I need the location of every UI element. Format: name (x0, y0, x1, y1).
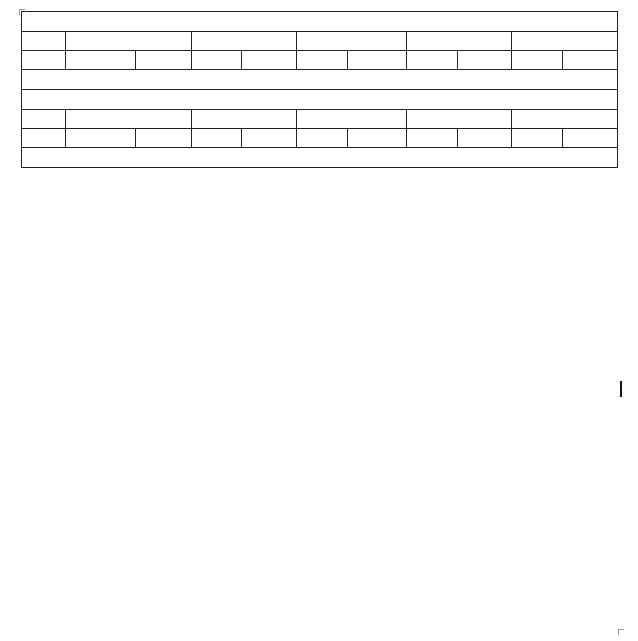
subheader-units (407, 129, 458, 148)
category-header-residential (66, 32, 192, 51)
category-header-office (297, 110, 407, 129)
subheader-area (136, 51, 192, 70)
subheader-units (512, 129, 563, 148)
subheader-area (563, 129, 618, 148)
category-header-commercial (192, 110, 297, 129)
document (21, 11, 617, 168)
table-footer (22, 148, 618, 168)
category-header-other (512, 32, 618, 51)
table-title (22, 12, 618, 32)
header-row-categories (22, 110, 618, 129)
header-row-subheaders (22, 129, 618, 148)
table-footer (22, 70, 618, 90)
table-footer-row (22, 148, 618, 168)
district-header-line1 (22, 32, 66, 51)
header-row-categories (22, 32, 618, 51)
category-header-commercial (192, 32, 297, 51)
category-header-residential (66, 110, 192, 129)
table-footer-row (22, 70, 618, 90)
subheader-area (563, 51, 618, 70)
table-title-row (22, 12, 618, 32)
table-2 (21, 89, 618, 168)
subheader-units (297, 51, 348, 70)
subheader-units (66, 51, 136, 70)
district-header-line2 (22, 129, 66, 148)
subheader-area (348, 129, 407, 148)
category-header-office (297, 32, 407, 51)
subheader-units (512, 51, 563, 70)
corner-mark-bottom-right (618, 629, 624, 635)
table-1 (21, 11, 618, 90)
corner-mark-top-left (19, 9, 25, 15)
subheader-area (458, 129, 512, 148)
subheader-units (192, 51, 242, 70)
subheader-area (242, 51, 297, 70)
subheader-area (242, 129, 297, 148)
subheader-units (66, 129, 136, 148)
category-header-other (512, 110, 618, 129)
table-title-row (22, 90, 618, 110)
header-row-subheaders (22, 51, 618, 70)
category-header-parking (407, 32, 512, 51)
subheader-units (407, 51, 458, 70)
subheader-area (348, 51, 407, 70)
subheader-area (136, 129, 192, 148)
subheader-area (458, 51, 512, 70)
subheader-units (192, 129, 242, 148)
table-title (22, 90, 618, 110)
subheader-units (297, 129, 348, 148)
text-cursor (620, 381, 622, 397)
district-header-line2 (22, 51, 66, 70)
category-header-parking (407, 110, 512, 129)
district-header-line1 (22, 110, 66, 129)
